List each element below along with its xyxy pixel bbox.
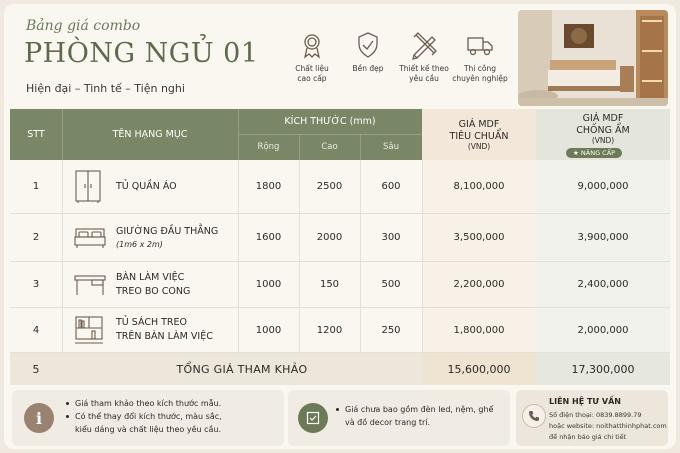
feature-item: Bền đẹp bbox=[340, 30, 396, 84]
bed-icon bbox=[74, 214, 108, 261]
truck-icon bbox=[465, 30, 495, 60]
table-row: 1 TỦ QUẦN ÁO 1800 2500 600 8,100,000 9,000,000 bbox=[10, 160, 670, 214]
table-row: 3 BÀN LÀM VIỆC TREO BO CONG 1000 150 500 2,200,000 2,400,000 bbox=[10, 262, 670, 308]
total-label: TỔNG GIÁ THAM KHẢO bbox=[176, 362, 308, 376]
contact-phone[interactable]: Số điện thoại: 0839.8899.79 bbox=[549, 411, 642, 419]
shield-check-icon bbox=[353, 30, 383, 60]
price-card bbox=[4, 4, 676, 449]
feature-item: Thi công chuyên nghiệp bbox=[452, 30, 508, 84]
total-price-moist: 17,300,000 bbox=[536, 353, 670, 385]
phone-icon bbox=[522, 404, 546, 428]
page-title: PHÒNG NGỦ 01 bbox=[24, 38, 259, 69]
bedroom-photo bbox=[518, 10, 668, 106]
contact-box bbox=[516, 390, 668, 446]
subtitle: Bảng giá combo bbox=[26, 18, 141, 34]
tagline: Hiện đại – Tinh tế – Tiện nghi bbox=[26, 82, 185, 95]
table-row: 2 GIƯỜNG ĐẦU THẲNG (1m6 x 2m) 1600 2000 300 3,500,000 3,900,000 bbox=[10, 214, 670, 262]
note-list: Giá tham khảo theo kích thước mẫu. Có thể thay đổi kích thước, màu sắc, kiểu dáng và chất liệu theo yêu cầu. bbox=[66, 397, 280, 437]
header-depth: Sâu bbox=[383, 142, 399, 153]
note-box-middle bbox=[288, 390, 510, 446]
desk-icon bbox=[74, 262, 108, 307]
total-row: 5 TỔNG GIÁ THAM KHẢO 15,600,000 17,300,000 bbox=[10, 353, 670, 385]
total-price-std: 15,600,000 bbox=[422, 353, 536, 385]
header-size: KÍCH THƯỚC (mm) bbox=[238, 109, 422, 135]
checklist-icon bbox=[298, 403, 328, 433]
wardrobe-icon bbox=[74, 160, 104, 213]
note-list: Giá chưa bao gồm đèn led, nệm, ghế và đồ decor trang trí. bbox=[336, 403, 506, 429]
header-price-std: GIÁ MDF TIÊU CHUẨN (VND) bbox=[422, 109, 536, 160]
feature-list bbox=[284, 30, 508, 84]
item-name: GIƯỜNG ĐẦU THẲNG (1m6 x 2m) bbox=[116, 225, 219, 249]
upgrade-badge: ★ NÂNG CẤP bbox=[566, 148, 622, 158]
bookshelf-icon bbox=[74, 308, 108, 352]
header-width: Rộng bbox=[257, 142, 280, 153]
feature-item: Thiết kế theo yêu cầu bbox=[396, 30, 452, 84]
contact-website[interactable]: hoặc website: noithatthinhphat.com bbox=[549, 422, 667, 430]
header-height: Cao bbox=[321, 142, 338, 153]
table-row: 4 TỦ SÁCH TREO TRÊN BÀN LÀM VIỆC 1000 1200 250 1,800,000 2,000,000 bbox=[10, 308, 670, 353]
award-icon bbox=[297, 30, 327, 60]
design-tools-icon bbox=[409, 30, 439, 60]
item-name: BÀN LÀM VIỆC TREO BO CONG bbox=[116, 271, 191, 297]
feature-item: Chất liệu cao cấp bbox=[284, 30, 340, 84]
info-icon: i bbox=[24, 403, 54, 433]
header-price-moist: GIÁ MDF CHỐNG ẨM (VND) ★ NÂNG CẤP bbox=[536, 109, 670, 160]
item-name: TỦ QUẦN ÁO bbox=[116, 180, 177, 192]
header-item: TÊN HẠNG MỤC bbox=[112, 128, 188, 140]
contact-title: LIÊN HỆ TƯ VẤN bbox=[549, 397, 621, 406]
header-stt: STT bbox=[27, 128, 45, 140]
item-name: TỦ SÁCH TREO TRÊN BÀN LÀM VIỆC bbox=[116, 317, 213, 342]
note-box-left bbox=[12, 390, 284, 446]
contact-cta: để nhận báo giá chi tiết bbox=[549, 433, 627, 441]
